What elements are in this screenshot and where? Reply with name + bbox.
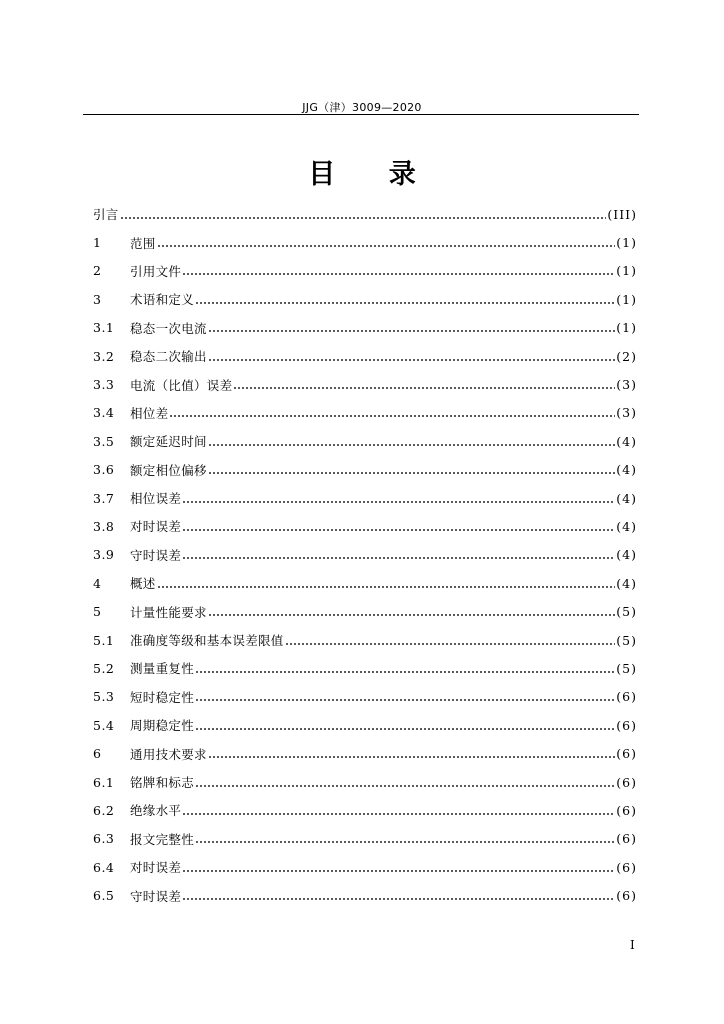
toc-entry-page: (4) bbox=[616, 575, 637, 591]
toc-entry-number: 3.3 bbox=[93, 377, 115, 393]
dot-leader bbox=[208, 612, 615, 618]
toc-entry-number: 6.4 bbox=[93, 859, 115, 875]
toc-entry[interactable] bbox=[93, 342, 637, 370]
toc-entry-label: 引言 bbox=[93, 207, 119, 223]
dot-leader bbox=[182, 271, 615, 277]
toc-entry-page: (6) bbox=[616, 717, 637, 733]
toc-entry[interactable] bbox=[93, 200, 637, 228]
dot-leader bbox=[182, 527, 615, 533]
toc-entry[interactable] bbox=[93, 228, 637, 256]
dot-leader bbox=[208, 470, 615, 476]
toc-entry-label: 额定延迟时间 bbox=[130, 434, 207, 450]
toc-entry-page: (III) bbox=[607, 206, 637, 222]
table-of-contents bbox=[93, 200, 637, 910]
toc-entry[interactable] bbox=[93, 597, 637, 625]
toc-entry-label: 周期稳定性 bbox=[130, 718, 195, 734]
toc-entry-number: 3.4 bbox=[93, 405, 115, 421]
toc-entry-number: 5.1 bbox=[93, 632, 115, 648]
toc-entry-label: 通用技术要求 bbox=[130, 746, 207, 762]
dot-leader bbox=[182, 555, 615, 561]
toc-entry-label: 相位差 bbox=[130, 405, 169, 421]
toc-entry-label: 测量重复性 bbox=[130, 661, 195, 677]
toc-entry[interactable] bbox=[93, 711, 637, 739]
toc-entry-number: 5.4 bbox=[93, 717, 115, 733]
toc-entry-page: (1) bbox=[616, 263, 637, 279]
toc-entry-label: 报文完整性 bbox=[130, 831, 195, 847]
toc-entry[interactable] bbox=[93, 569, 637, 597]
toc-entry-page: (5) bbox=[616, 660, 637, 676]
toc-entry-page: (4) bbox=[616, 462, 637, 478]
page-number: I bbox=[630, 938, 635, 952]
dot-leader bbox=[195, 300, 615, 306]
toc-entry[interactable] bbox=[93, 484, 637, 512]
toc-entry-label: 短时稳定性 bbox=[130, 689, 195, 705]
toc-entry[interactable] bbox=[93, 427, 637, 455]
toc-entry-label: 额定相位偏移 bbox=[130, 462, 207, 478]
toc-entry[interactable] bbox=[93, 370, 637, 398]
toc-entry[interactable] bbox=[93, 541, 637, 569]
toc-entry-page: (6) bbox=[616, 859, 637, 875]
page-title: 目 录 bbox=[308, 159, 416, 190]
toc-entry-page: (6) bbox=[616, 774, 637, 790]
dot-leader bbox=[208, 442, 615, 448]
dot-leader bbox=[195, 697, 615, 703]
toc-entry-number: 3.1 bbox=[93, 320, 115, 336]
toc-entry-number: 3.9 bbox=[93, 547, 115, 563]
toc-entry-page: (5) bbox=[616, 604, 637, 620]
dot-leader bbox=[208, 357, 615, 363]
toc-entry-label: 引用文件 bbox=[130, 263, 182, 279]
toc-entry-page: (3) bbox=[616, 405, 637, 421]
header-rule bbox=[83, 114, 639, 115]
toc-entry-page: (1) bbox=[616, 291, 637, 307]
dot-leader bbox=[233, 385, 615, 391]
toc-entry[interactable] bbox=[93, 285, 637, 313]
toc-entry-page: (6) bbox=[616, 746, 637, 762]
toc-entry-page: (5) bbox=[616, 632, 637, 648]
toc-entry-page: (1) bbox=[616, 320, 637, 336]
toc-entry[interactable] bbox=[93, 739, 637, 767]
toc-entry-label: 绝缘水平 bbox=[130, 803, 182, 819]
dot-leader bbox=[285, 641, 616, 647]
dot-leader bbox=[182, 868, 615, 874]
toc-entry[interactable] bbox=[93, 456, 637, 484]
dot-leader bbox=[182, 811, 615, 817]
toc-entry-page: (4) bbox=[616, 518, 637, 534]
toc-entry-number: 2 bbox=[93, 263, 102, 279]
toc-entry-page: (4) bbox=[616, 547, 637, 563]
toc-entry-number: 5.3 bbox=[93, 689, 115, 705]
toc-entry-page: (6) bbox=[616, 831, 637, 847]
dot-leader bbox=[195, 669, 615, 675]
dot-leader bbox=[120, 215, 607, 221]
toc-entry-label: 计量性能要求 bbox=[130, 604, 207, 620]
toc-entry[interactable] bbox=[93, 683, 637, 711]
dot-leader bbox=[157, 584, 616, 590]
toc-entry[interactable] bbox=[93, 881, 637, 909]
toc-entry-label: 对时误差 bbox=[130, 860, 182, 876]
toc-entry-label: 电流（比值）误差 bbox=[130, 377, 233, 393]
toc-entry-number: 1 bbox=[93, 235, 102, 251]
toc-entry[interactable] bbox=[93, 399, 637, 427]
dot-leader bbox=[169, 413, 615, 419]
toc-entry-number: 3.8 bbox=[93, 518, 115, 534]
toc-entry-page: (2) bbox=[616, 348, 637, 364]
toc-entry-number: 6.3 bbox=[93, 831, 115, 847]
dot-leader bbox=[182, 499, 615, 505]
toc-entry-page: (6) bbox=[616, 888, 637, 904]
dot-leader bbox=[157, 243, 616, 249]
toc-entry-label: 稳态二次输出 bbox=[130, 349, 207, 365]
toc-entry-number: 6.5 bbox=[93, 888, 115, 904]
toc-entry-label: 相位误差 bbox=[130, 491, 182, 507]
toc-entry-label: 铭牌和标志 bbox=[130, 775, 195, 790]
toc-entry[interactable] bbox=[93, 626, 637, 654]
toc-entry-page: (6) bbox=[616, 689, 637, 705]
toc-entry-number: 3.2 bbox=[93, 348, 115, 364]
toc-entry[interactable] bbox=[93, 654, 637, 682]
toc-entry-label: 守时误差 bbox=[130, 888, 182, 904]
toc-entry[interactable] bbox=[93, 853, 637, 881]
toc-entry-number: 3.5 bbox=[93, 433, 115, 449]
toc-entry[interactable] bbox=[93, 825, 637, 853]
toc-entry[interactable] bbox=[93, 796, 637, 824]
toc-entry-number: 3 bbox=[93, 291, 102, 307]
dot-leader bbox=[195, 783, 615, 789]
toc-entry-number: 5 bbox=[93, 604, 102, 620]
toc-entry-page: (4) bbox=[616, 490, 637, 506]
toc-entry-number: 6.1 bbox=[93, 774, 115, 790]
toc-entry-label: 概述 bbox=[130, 576, 156, 592]
toc-entry-page: (4) bbox=[616, 433, 637, 449]
toc-entry-page: (6) bbox=[616, 802, 637, 818]
dot-leader bbox=[182, 896, 615, 902]
toc-entry-page: (1) bbox=[616, 235, 637, 251]
toc-entry-label: 守时误差 bbox=[130, 547, 182, 563]
toc-entry-label: 术语和定义 bbox=[130, 292, 195, 308]
toc-entry-number: 6.2 bbox=[93, 802, 115, 818]
running-header: JJG（津）3009—2020 bbox=[302, 101, 422, 114]
toc-entry-label: 稳态一次电流 bbox=[130, 320, 207, 336]
toc-entry-page: (3) bbox=[616, 377, 637, 393]
toc-entry-label: 对时误差 bbox=[130, 519, 182, 535]
toc-entry-number: 5.2 bbox=[93, 660, 115, 676]
toc-entry-number: 4 bbox=[93, 575, 102, 591]
toc-entry-number: 3.7 bbox=[93, 490, 115, 506]
toc-entry[interactable] bbox=[93, 512, 637, 540]
dot-leader bbox=[208, 754, 615, 760]
toc-entry-label: 范围 bbox=[130, 235, 156, 251]
toc-entry[interactable] bbox=[93, 257, 637, 285]
dot-leader bbox=[208, 328, 615, 334]
dot-leader bbox=[195, 839, 615, 845]
toc-entry[interactable] bbox=[93, 768, 637, 796]
toc-entry-number: 3.6 bbox=[93, 462, 115, 478]
toc-entry-number: 6 bbox=[93, 746, 102, 762]
toc-entry[interactable] bbox=[93, 314, 637, 342]
dot-leader bbox=[195, 726, 615, 732]
toc-entry-label: 准确度等级和基本误差限值 bbox=[130, 633, 284, 649]
